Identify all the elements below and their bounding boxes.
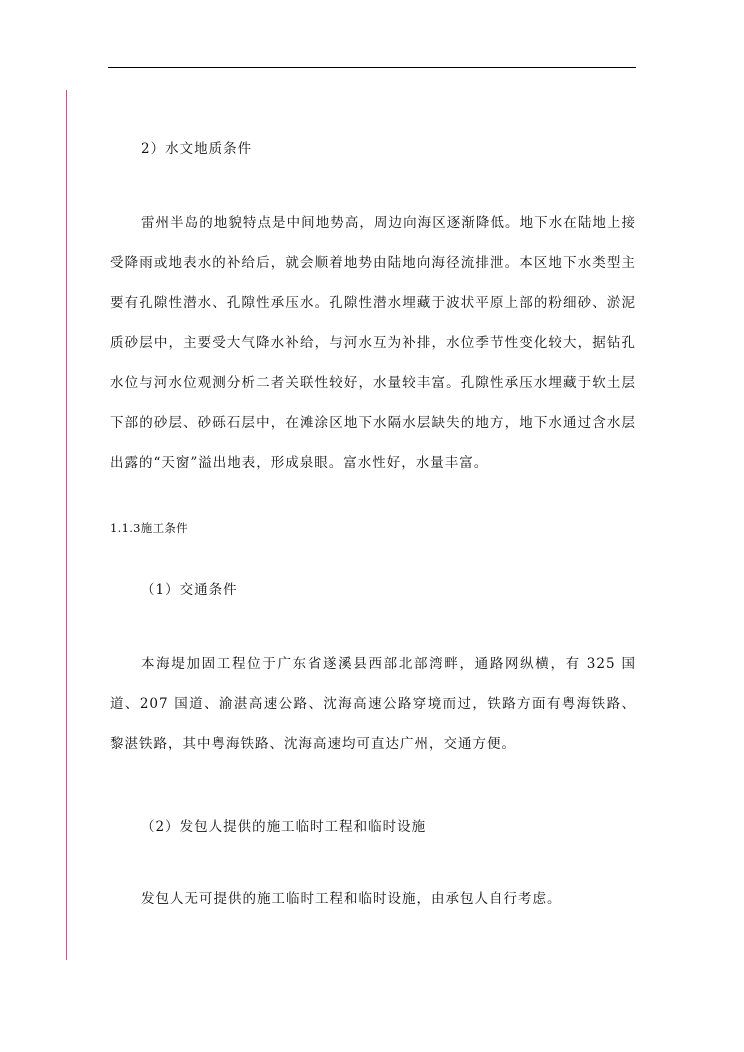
temp-works-paragraph: 发包人无可提供的施工临时工程和临时设施，由承包人自行考虑。: [141, 891, 562, 907]
temp-works-heading: （2）发包人提供的施工临时工程和临时设施: [141, 819, 427, 835]
traffic-paragraph: 本海堤加固工程位于广东省遂溪县西部北部湾畔，通路网纵横，有 325 国道、207 国道、渝湛高速公路、沈海高速公路穿境而过，铁路方面有粤海铁路、黎湛铁路，其中粤海铁路、沈海高速均可直达广州，交通方便。: [110, 656, 636, 752]
traffic-heading: （1）交通条件: [141, 582, 238, 598]
hydrogeology-heading: 2）水文地质条件: [141, 141, 253, 157]
margin-line: [66, 90, 67, 960]
section-heading: [110, 520, 188, 536]
header-rule: [108, 67, 636, 68]
hydrogeology-paragraph: 雷州半岛的地貌特点是中间地势高，周边向海区逐渐降低。地下水在陆地上接受降雨或地表水的补给后，就会顺着地势由陆地向海径流排泄。本区地下水类型主要有孔隙性潜水、孔隙性承压水。孔隙性潜水埋藏于波状平原上部的粉细砂、淤泥质砂层中，主要受大气降水补给，与河水互为补排，水位季节性变化较大，据钻孔水位与河水位观测分析二者关联性较好，水量较丰富。孔隙性承压水埋藏于软土层下部的砂层、砂砾石层中，在滩涂区地下水隔水层缺失的地方，地下水通过含水层出露的“天窗”溢出地表，形成泉眼。富水性好，水量丰富。: [110, 215, 636, 471]
section-title: 施工条件: [140, 521, 188, 535]
section-number: 1.1.3: [110, 521, 141, 535]
